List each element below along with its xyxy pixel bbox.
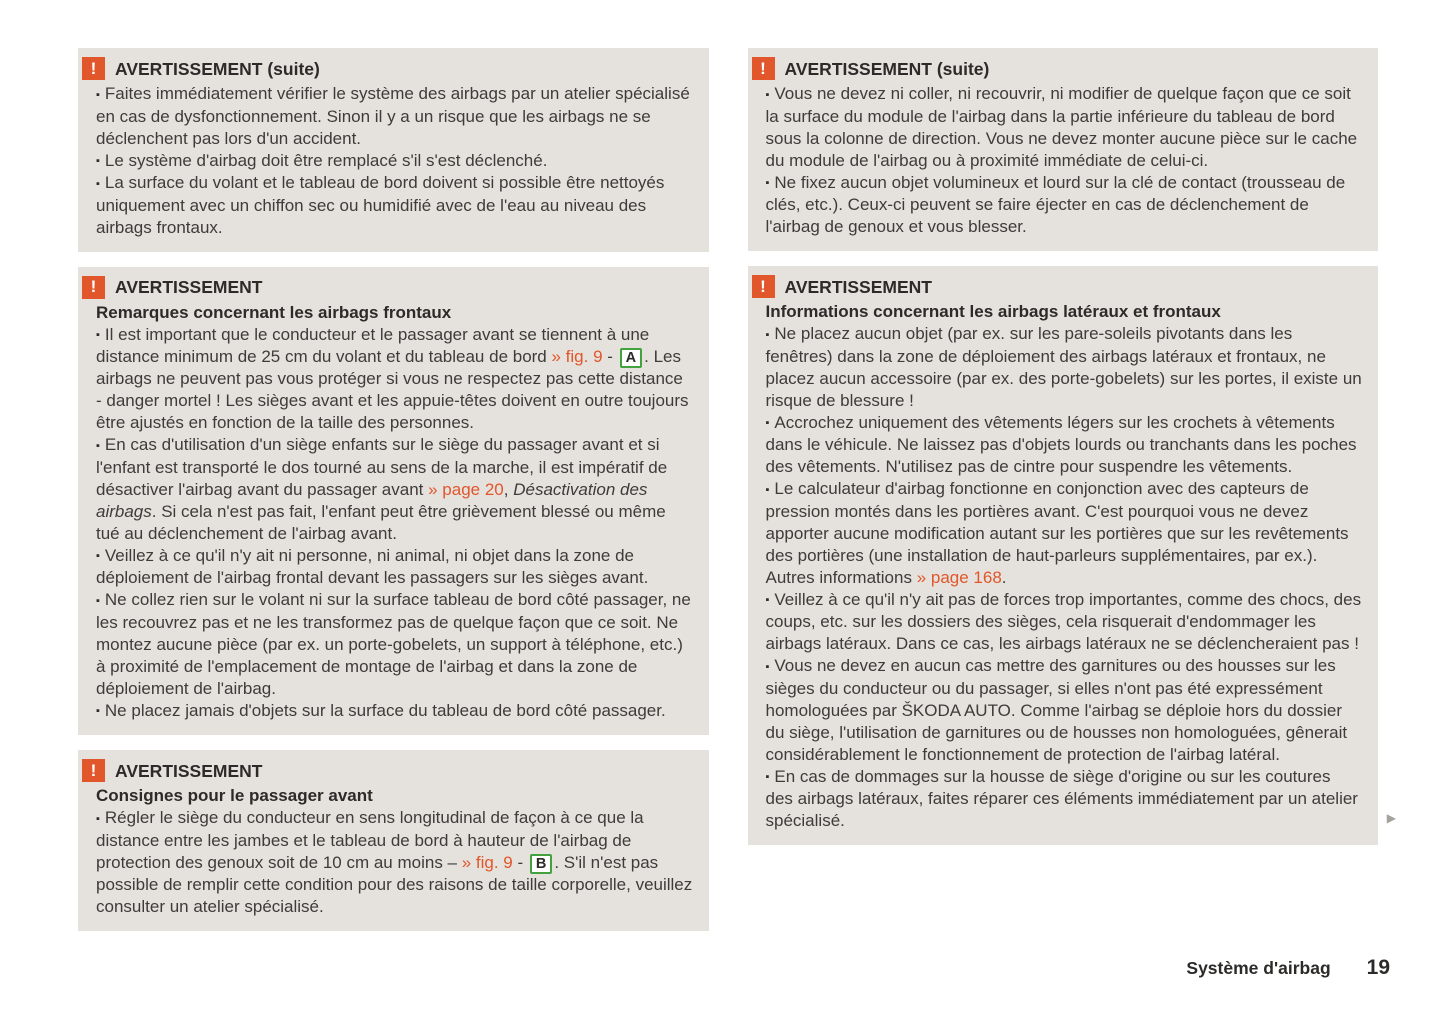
warning-paragraph (96, 545, 693, 590)
square-bullet-icon: ▪ (765, 483, 770, 496)
body-text: Ne placez aucun objet (par ex. sur les pare-soleils pivotants dans les fenêtres) dans la zone de déploiement des airbags latéraux et frontaux, ne placez aucun accessoire (par ex. des porte-gobelets) sur les portes, il existe un risque de blessure ! (765, 324, 1362, 410)
warning-paragraph (96, 83, 693, 150)
footer-page-number: 19 (1366, 956, 1390, 979)
warning-title: AVERTISSEMENT (784, 276, 932, 297)
warning-exclamation-icon: ! (752, 57, 775, 80)
warning-header (82, 759, 693, 782)
square-bullet-icon: ▪ (96, 550, 100, 562)
square-bullet-icon: ▪ (765, 177, 770, 189)
body-text: Vous ne devez ni coller, ni recouvrir, ni modifier de quelque façon que ce soit la surface du module de l'airbag dans la partie inférieure du tableau de bord sous la colonne de direction. Vous ne devez monter aucune pièce sur le cache du module de l'airbag ou à proximité immédiate de celui-ci. (765, 84, 1358, 170)
warning-header (82, 276, 693, 299)
cross-reference-link[interactable]: » page 20 (428, 479, 504, 499)
body-text: Le système d'airbag doit être remplacé s'il s'est déclenché. (104, 150, 548, 170)
body-text: Ne collez rien sur le volant ni sur la surface tableau de bord côté passager, ne les recouvrez pas et ne les transformez pas de quelque façon que ce soit. Ne montez aucune pièce (par ex. un porte-gobelets, un support à téléphone, etc.) à proximité de l'emplacement de montage de l'airbag et dans la zone de déploiement de l'airbag. (96, 590, 691, 698)
square-bullet-icon: ▪ (765, 660, 770, 673)
square-bullet-icon: ▪ (765, 771, 770, 783)
body-text: En cas d'utilisation d'un siège enfants sur le siège du passager avant et si l'enfant est transporté le dos tourné au sens de la marche, il est impératif de désactiver l'airbag avant du passager avant (96, 435, 668, 499)
warning-box (78, 267, 709, 736)
warning-paragraph (766, 478, 1363, 589)
warning-box (748, 48, 1379, 251)
warning-paragraph (766, 766, 1363, 833)
body-text: Vous ne devez en aucun cas mettre des garnitures ou des housses sur les sièges du conducteur ou du passager, si elles n'ont pas été expressément homologuées par ŠKODA AUTO. Comme l'airbag se déploie hors du dossier du siège, l'utilisation de garnitures ou de housses non homologuées, gênerait considérablement le fonctionnement de protection de l'airbag latéral. (765, 656, 1348, 764)
square-bullet-icon: ▪ (765, 328, 770, 341)
warning-paragraph (766, 655, 1363, 766)
warning-exclamation-icon: ! (752, 275, 775, 298)
warning-box (78, 48, 709, 252)
body-text: . (1001, 567, 1007, 587)
square-bullet-icon: ▪ (765, 88, 770, 101)
body-text: - (602, 347, 618, 366)
warning-title: AVERTISSEMENT (suite) (784, 58, 990, 79)
warning-box (78, 750, 709, 931)
body-text: Faites immédiatement vérifier le système des airbags par un atelier spécialisé en cas de dysfonctionnement. Sinon il y a un risque que les airbags ne se déclenchent pas lors d'un accident. (96, 84, 690, 148)
square-bullet-icon: ▪ (96, 705, 100, 717)
warning-paragraph (766, 323, 1363, 412)
body-text: , (503, 479, 514, 499)
body-text: Il est important que le conducteur et le passager avant se tiennent à une distance minimum de 25 cm du volant et du tableau de bord (96, 324, 650, 366)
cross-reference-link[interactable]: » fig. 9 (461, 852, 513, 872)
warning-exclamation-icon: ! (82, 759, 105, 782)
warning-paragraph (766, 83, 1363, 172)
body-text: La surface du volant et le tableau de bord doivent si possible être nettoyés uniquement avec un chiffon sec ou humidifié avec de l'eau au niveau des airbags frontaux. (96, 173, 665, 237)
square-bullet-icon: ▪ (96, 594, 100, 607)
body-text: Ne fixez aucun objet volumineux et lourd sur la clé de contact (trousseau de clés, etc.). Ceux-ci peuvent se faire éjecter en cas de déclenchement de l'airbag de genoux et vous blesser. (765, 172, 1346, 236)
figure-label-box: A (620, 348, 642, 368)
italic-text: Désactivation des airbags (96, 479, 648, 521)
warning-paragraph (96, 700, 693, 723)
warning-paragraph (96, 434, 693, 545)
square-bullet-icon: ▪ (765, 417, 770, 429)
continuation-arrow-icon: ▶ (1386, 811, 1396, 825)
warning-paragraph (96, 324, 693, 435)
warning-exclamation-icon: ! (82, 276, 105, 299)
square-bullet-icon: ▪ (96, 88, 100, 101)
warning-header (82, 57, 693, 80)
warning-paragraph (766, 589, 1363, 656)
body-text: Ne placez jamais d'objets sur la surface du tableau de bord côté passager. (104, 700, 666, 720)
body-text: Veillez à ce qu'il n'y ait ni personne, ni animal, ni objet dans la zone de déploiement de l'airbag frontal devant les passagers sur les sièges avant. (96, 545, 649, 587)
warning-subtitle: Informations concernant les airbags latéraux et frontaux (765, 302, 1221, 321)
page-footer (1186, 956, 1390, 980)
warning-paragraph (96, 150, 693, 173)
right-column (748, 48, 1396, 946)
footer-section-title: Système d'airbag (1186, 958, 1331, 978)
warning-paragraph (96, 589, 693, 700)
body-text: . S'il n'est pas possible de remplir cette condition pour des raisons de taille corporelle, veuillez consulter un atelier spécialisé. (96, 852, 693, 916)
warning-header (752, 57, 1363, 80)
warning-exclamation-icon: ! (82, 57, 105, 80)
square-bullet-icon: ▪ (96, 155, 100, 167)
body-text: Le calculateur d'airbag fonctionne en conjonction avec des capteurs de pression montés dans les portières avant. C'est pourquoi vous ne devez apporter aucune modification autant sur les portières que sur les revêtements des portières (une installation de haut-parleurs supplémentaires, par ex.). Autres informations (765, 479, 1349, 587)
square-bullet-icon: ▪ (96, 177, 100, 190)
warning-subtitle: Remarques concernant les airbags frontaux (96, 302, 452, 322)
body-text: Veillez à ce qu'il n'y ait pas de forces trop importantes, comme des chocs, des coups, etc. sur les dossiers des sièges, cela risquerait d'endommager les airbags latéraux. Dans ce cas, les airbags latéraux ne se déclencheraient pas ! (765, 589, 1362, 653)
square-bullet-icon: ▪ (96, 812, 100, 825)
warning-box (748, 266, 1396, 845)
warning-title: AVERTISSEMENT (115, 760, 263, 781)
body-text: Régler le siège du conducteur en sens longitudinal de façon à ce que la distance entre les jambes et le tableau de bord à hauteur de l'airbag de protection des genoux soit de 10 cm au moins – (96, 808, 644, 872)
warning-header (752, 275, 1363, 298)
warning-paragraph (96, 807, 693, 918)
left-column (78, 48, 709, 946)
cross-reference-link[interactable]: » page 168 (916, 567, 1002, 587)
square-bullet-icon: ▪ (96, 329, 100, 341)
warning-subtitle: Consignes pour le passager avant (96, 786, 373, 805)
body-text: . Les airbags ne peuvent pas vous protéger si vous ne respectez pas cette distance - danger mortel ! Les sièges avant et les appuie-têtes doivent en outre toujours être ajustés en fonction de la taille des personnes. (96, 347, 689, 432)
warning-title: AVERTISSEMENT (115, 277, 263, 297)
warning-paragraph (766, 172, 1363, 239)
body-text: En cas de dommages sur la housse de siège d'origine ou sur les coutures des airbags latéraux, faites réparer ces éléments immédiatement par un atelier spécialisé. (765, 766, 1358, 830)
body-text: Accrochez uniquement des vêtements légers sur les crochets à vêtements dans le véhicule. Ne laissez pas d'objets lourds ou tranchants dans les poches des vêtements. N'utilisez pas de cintre pour suspendre les vêtements. (765, 412, 1357, 476)
cross-reference-link[interactable]: » fig. 9 (551, 347, 603, 366)
warning-paragraph (766, 412, 1363, 479)
body-text: . Si cela n'est pas fait, l'enfant peut être grièvement blessé ou même tué au déclenchement de l'airbag avant. (96, 501, 666, 543)
body-text: - (512, 852, 528, 872)
square-bullet-icon: ▪ (96, 439, 100, 452)
warning-title: AVERTISSEMENT (suite) (115, 58, 320, 79)
warning-paragraph (96, 172, 693, 239)
figure-label-box: B (530, 854, 552, 874)
square-bullet-icon: ▪ (765, 594, 770, 606)
